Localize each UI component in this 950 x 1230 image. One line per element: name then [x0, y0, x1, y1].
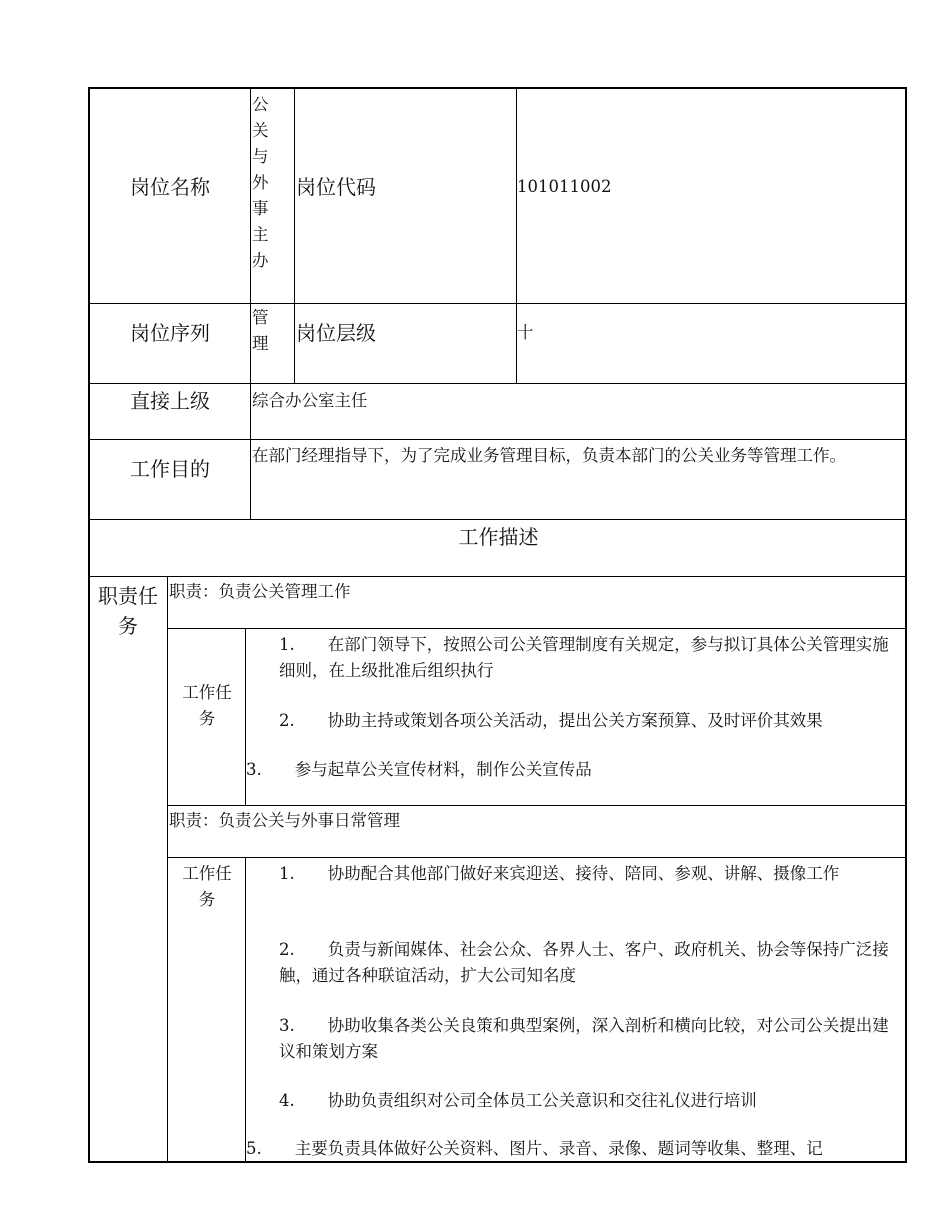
post-code-value: 101011002 — [517, 177, 612, 196]
post-level-label: 岗位层级 — [296, 321, 376, 345]
post-name-value: 公关与外事主办 — [252, 95, 269, 270]
task-item: 3. 协助收集各类公关良策和典型案例，深入剖析和横向比较，对公司公关提出建议和策划方案 — [279, 1016, 889, 1061]
task-label: 工作任务 — [182, 864, 232, 909]
col-divider — [250, 89, 251, 519]
task-item: 2. 协助主持或策划各项公关活动，提出公关方案预算、及时评价其效果 — [279, 711, 823, 730]
task-label: 工作任务 — [182, 683, 232, 728]
duty-title: 职责：负责公关与外事日常管理 — [169, 811, 400, 830]
row-divider — [167, 805, 907, 806]
row-divider — [90, 576, 907, 577]
duties-label: 职责任务 — [98, 584, 158, 638]
task-item: 2. 负责与新闻媒体、社会公众、各界人士、客户、政府机关、协会等保持广泛接触，通过各种联谊活动，扩大公司知名度 — [279, 940, 889, 985]
task-item: 3. 参与起草公关宣传材料，制作公关宣传品 — [246, 760, 592, 779]
post-level-value: 十 — [517, 323, 534, 342]
row-divider — [90, 439, 907, 440]
job-description-table — [88, 87, 907, 1163]
task-item: 5. 主要负责具体做好公关资料、图片、录音、录像、题词等收集、整理、记 — [246, 1139, 823, 1158]
superior-label: 直接上级 — [130, 389, 210, 413]
post-series-value: 管理 — [252, 308, 269, 353]
post-series-label: 岗位序列 — [130, 321, 210, 345]
superior-value: 综合办公室主任 — [252, 391, 368, 410]
post-name-label: 岗位名称 — [130, 175, 210, 199]
row-divider — [167, 857, 907, 858]
purpose-label: 工作目的 — [130, 457, 210, 481]
post-code-label: 岗位代码 — [296, 175, 376, 199]
row-divider — [90, 303, 907, 304]
col-divider — [167, 576, 168, 1163]
task-item: 4. 协助负责组织对公司全体员工公关意识和交往礼仪进行培训 — [279, 1091, 757, 1110]
col-divider — [294, 89, 295, 383]
row-divider — [90, 519, 907, 520]
col-divider — [245, 857, 246, 1163]
purpose-value: 在部门经理指导下，为了完成业务管理目标，负责本部门的公关业务等管理工作。 — [252, 446, 846, 465]
description-title: 工作描述 — [458, 525, 539, 549]
duty-title: 职责：负责公关管理工作 — [169, 582, 351, 601]
task-item: 1. 协助配合其他部门做好来宾迎送、接待、陪同、参观、讲解、摄像工作 — [279, 864, 840, 883]
task-item: 1. 在部门领导下，按照公司公关管理制度有关规定，参与拟订具体公关管理实施细则，在上级批准后组织执行 — [279, 635, 889, 680]
row-divider — [90, 383, 907, 384]
row-divider — [167, 628, 907, 629]
